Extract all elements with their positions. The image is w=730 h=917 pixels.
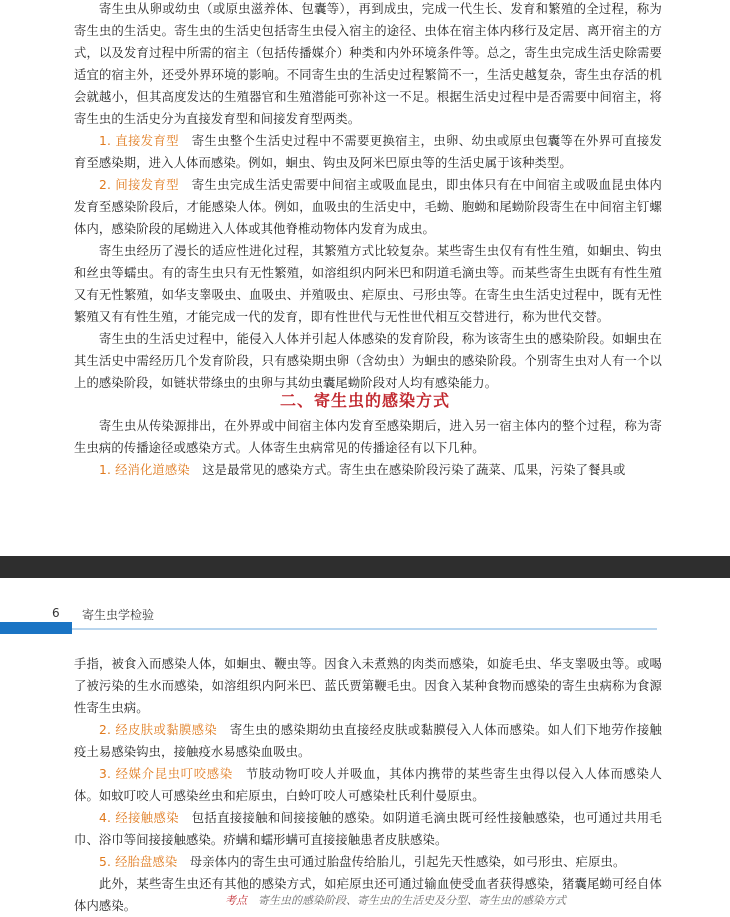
upper-page-body xyxy=(74,0,662,394)
upper-page-body-2 xyxy=(74,415,662,481)
running-header-title: 寄生虫学检验 xyxy=(82,608,155,622)
item-label: 5. 经胎盘感染 xyxy=(99,855,178,869)
list-item-indirect-type xyxy=(74,174,662,240)
item-text: 寄生虫整个生活史过程中不需要更换宿主，虫卵、幼虫或原虫包囊等在外界可直接发育至感染期，进入人体而感染。例如，蛔虫、钩虫及阿米巴原虫等的生活史属于该种类型。 xyxy=(74,134,662,170)
item-text: 母亲体内的寄生虫可通过胎盘传给胎儿，引起先天性感染，如弓形虫、疟原虫。 xyxy=(189,855,626,869)
page-separator xyxy=(0,556,730,578)
item-label: 1. 经消化道感染 xyxy=(99,463,190,477)
key-point-note xyxy=(225,892,566,908)
lower-page xyxy=(0,578,730,913)
page-number: 6 xyxy=(52,606,60,620)
paragraph-continued: 手指，被食入而感染人体，如蛔虫、鞭虫等。因食入未煮熟的肉类而感染，如旋毛虫、华支睾吸虫等。或喝了被污染的生水而感染，如溶组织内阿米巴、蓝氏贾第鞭毛虫。因食入某种食物而感染的寄生虫病称为食源性寄生虫病。 xyxy=(74,657,662,715)
list-item-placenta xyxy=(74,851,662,873)
paragraph-transmission: 寄生虫从传染源排出，在外界或中间宿主体内发育至感染期后，进入另一宿主体内的整个过程，称为寄生虫病的传播途径或感染方式。人体寄生虫病常见的传播途径有以下几种。 xyxy=(74,419,662,455)
item-text: 寄生虫完成生活史需要中间宿主或吸血昆虫，即虫体只有在中间宿主或吸血昆虫体内发育至感染阶段后，才能感染人体。例如，血吸虫的生活史中，毛蚴、胞蚴和尾蚴阶段寄生在中间宿主钉螺体内，感染阶段的尾蚴进入人体或其他脊椎动物体内发育为成虫。 xyxy=(74,178,662,236)
list-item-direct-type xyxy=(74,130,662,174)
item-text: 包括直接接触和间接接触的感染。如阴道毛滴虫既可经性接触感染，也可通过共用毛巾、浴巾等间接接触感染。疥螨和蠕形螨可直接接触患者皮肤感染。 xyxy=(74,811,662,847)
list-item-vector xyxy=(74,763,662,807)
key-point-text: 寄生虫的感染阶段、寄生虫的生活史及分型、寄生虫的感染方式 xyxy=(258,894,566,907)
lower-page-body xyxy=(74,653,662,917)
paragraph-reproduction: 寄生虫经历了漫长的适应性进化过程，其繁殖方式比较复杂。某些寄生虫仅有有性生殖，如蛔虫、钩虫和丝虫等蠕虫。有的寄生虫只有无性繁殖，如溶组织内阿米巴和阴道毛滴虫等。而某些寄生虫既有有性生殖又有无性繁殖，如华支睾吸虫、血吸虫、并殖吸虫、疟原虫、弓形虫等。在寄生虫生活史过程中，既有无性繁殖又有有性生殖，才能完成一代的发育，即有性世代与无性世代相互交替进行，称为世代交替。 xyxy=(74,244,662,324)
paragraph-infective-stage: 寄生虫的生活史过程中，能侵入人体并引起人体感染的发育阶段，称为该寄生虫的感染阶段。如蛔虫在其生活史中需经历几个发育阶段，只有感染期虫卵（含幼虫）为蛔虫的感染阶段。个别寄生虫对人有一个以上的感染阶段，如链状带绦虫的虫卵与其幼虫囊尾蚴阶段对人均有感染能力。 xyxy=(74,332,662,390)
item-label: 2. 间接发育型 xyxy=(99,178,179,192)
item-text: 节肢动物叮咬人并吸血，其体内携带的某些寄生虫得以侵入人体而感染人体。如蚊叮咬人可感染丝虫和疟原虫，白蛉叮咬人可感染杜氏利什曼原虫。 xyxy=(74,767,662,803)
item-text: 这是最常见的感染方式。寄生虫在感染阶段污染了蔬菜、瓜果，污染了餐具或 xyxy=(202,463,626,477)
paragraph-life-cycle: 寄生虫从卵或幼虫（或原虫滋养体、包囊等），再到成虫，完成一代生长、发育和繁殖的全过程，称为寄生虫的生活史。寄生虫的生活史包括寄生虫侵入宿主的途径、虫体在宿主体内移行及定居、离开宿主的方式，以及发育过程中所需的宿主（包括传播媒介）种类和内外环境条件等。总之，寄生虫完成生活史除需要适宜的宿主外，还受外界环境的影响。不同寄生虫的生活史过程繁简不一，生活史越复杂，寄生虫存活的机会就越小，但其高度发达的生殖器官和生殖潜能可弥补这一不足。根据生活史过程中是否需要中间宿主，将寄生虫的生活史分为直接发育型和间接发育型两类。 xyxy=(74,2,662,126)
item-label: 2. 经皮肤或黏膜感染 xyxy=(99,723,218,737)
section-title: 二、寄生虫的感染方式 xyxy=(279,391,450,410)
list-item-skin xyxy=(74,719,662,763)
item-label: 1. 直接发育型 xyxy=(99,134,179,148)
paragraph-other-routes: 此外，某些寄生虫还有其他的感染方式，如疟原虫还可通过输血使受血者获得感染，猪囊尾蚴可经自体体内感染。 xyxy=(74,877,662,913)
key-point-label: 考点 xyxy=(225,894,247,907)
header-rule xyxy=(72,628,657,630)
header-blue-bar xyxy=(0,622,72,634)
item-label: 4. 经接触感染 xyxy=(99,811,179,825)
list-item-contact xyxy=(74,807,662,851)
list-item-digestive xyxy=(74,459,662,481)
item-label: 3. 经媒介昆虫叮咬感染 xyxy=(99,767,233,781)
item-text: 寄生虫的感染期幼虫直接经皮肤或黏膜侵入人体而感染。如人们下地劳作接触疫土易感染钩虫，接触疫水易感染血吸虫。 xyxy=(74,723,662,759)
